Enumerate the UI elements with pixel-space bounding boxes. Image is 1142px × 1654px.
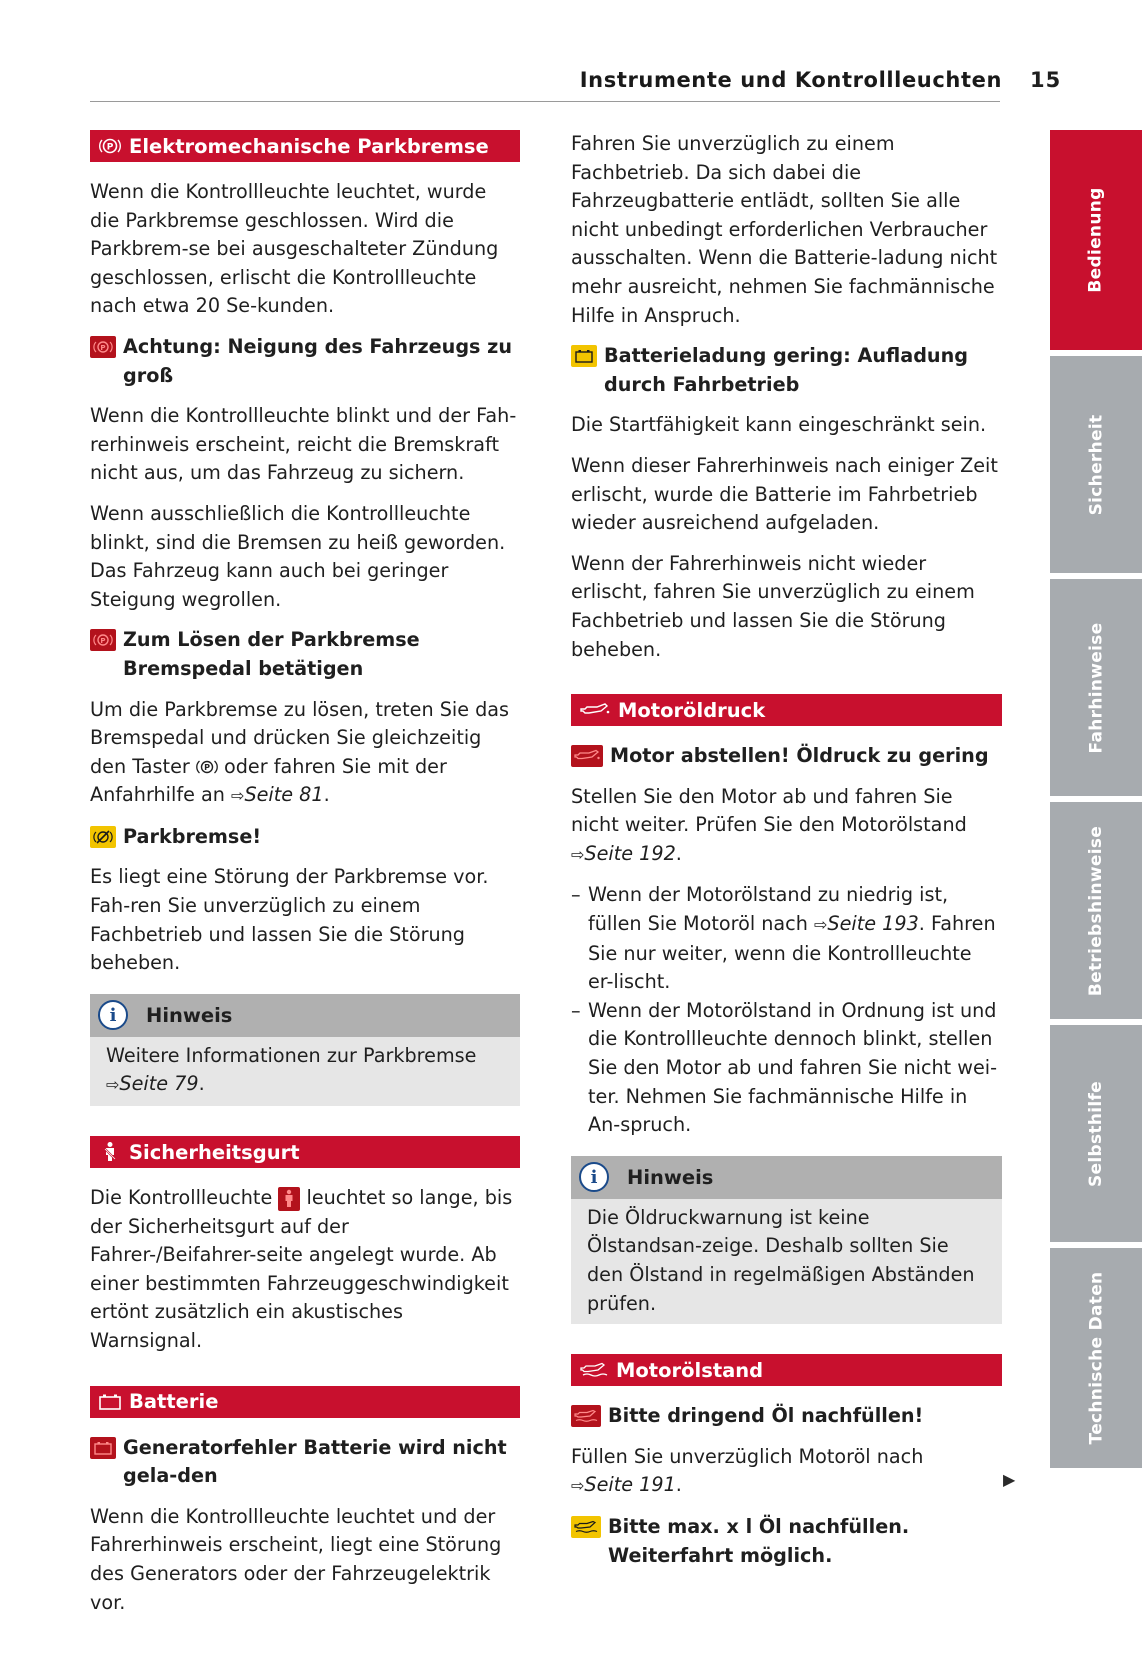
subhead-text: Bitte dringend Öl nachfüllen!	[608, 1404, 924, 1428]
tab-sicherheit[interactable]	[1050, 356, 1142, 573]
battery-icon	[98, 1392, 122, 1412]
section-bar-motoroelstand	[571, 1354, 1002, 1386]
paragraph-text: Füllen Sie unverzüglich Motoröl nach	[571, 1444, 924, 1468]
paragraph: Um die Parkbremse zu lösen, treten Sie das Bremspedal und drücken Sie gleichzeitig den Taster P oder fahren Sie mit der Anfahrhilfe an ⇨Seite 81.	[90, 697, 510, 807]
section-bar-motoroeldruck	[571, 694, 1002, 726]
page-reference[interactable]: Seite 79	[119, 1072, 199, 1096]
note-text: Die Öldruckwarnung ist keine Ölstandsan-zeige. Deshalb sollten Sie den Ölstand in regelmäßigen Abständen prüfen.	[587, 1205, 975, 1315]
parking-brake-warning-icon	[90, 336, 116, 358]
battery-low-icon	[571, 345, 597, 367]
subhead-parkbremse-fehler	[90, 823, 520, 852]
paragraph: Wenn dieser Fahrerhinweis nach einiger Zeit erlischt, wurde die Batterie im Fahrbetrieb wieder ausreichend aufgeladen.	[571, 453, 998, 535]
info-icon: i	[98, 1000, 128, 1030]
oil-level-low-icon	[571, 1516, 601, 1538]
subhead-text: Parkbremse!	[123, 824, 262, 848]
oil-level-icon	[579, 1360, 609, 1380]
subhead-text: Generatorfehler Batterie wird nicht gela-den	[123, 1435, 507, 1488]
oil-pressure-icon	[579, 700, 611, 720]
tab-fahrhinweise[interactable]	[1050, 579, 1142, 796]
note-text-content: Weitere Informationen zur Parkbremse	[106, 1043, 477, 1067]
svg-text:P: P	[203, 762, 210, 772]
paragraph: Stellen Sie den Motor ab und fahren Sie nicht weiter. Prüfen Sie den Motorölstand ⇨Seite 192.	[571, 784, 967, 865]
note-header	[571, 1156, 1002, 1199]
paragraph: Wenn die Kontrollleuchte blinkt und der Fah-rerhinweis erscheint, reicht die Bremskraft nicht aus, um das Fahrzeug zu sichern.	[90, 404, 517, 485]
paragraph-text: Die Kontrollleuchte	[90, 1186, 273, 1210]
subhead-batterieladung	[571, 342, 1002, 399]
page-ref-arrow-icon: ⇨	[814, 915, 828, 935]
running-header-title: Instrumente und Kontrollleuchten	[579, 68, 1002, 92]
list-item-text: . Fahren Sie nur weiter, wenn die Kontrollleuchte er-lischt.	[588, 912, 996, 994]
svg-text:P: P	[100, 343, 106, 352]
tab-selbsthilfe[interactable]	[1050, 1025, 1142, 1242]
seatbelt-icon	[98, 1142, 122, 1162]
subhead-motor-abstellen	[571, 742, 1002, 771]
left-column	[90, 130, 520, 1629]
subhead-oel-nachfuellen	[571, 1402, 1002, 1431]
parking-brake-fault-icon	[90, 826, 116, 848]
tab-bedienung[interactable]	[1050, 130, 1142, 350]
section-title: Elektromechanische Parkbremse	[129, 134, 489, 158]
section-title: Motoröldruck	[618, 698, 766, 722]
battery-warning-icon	[90, 1437, 116, 1459]
page-reference[interactable]: Seite 193	[827, 912, 919, 936]
page-ref-arrow-icon: ⇨	[231, 786, 245, 806]
paragraph: Wenn ausschließlich die Kontrollleuchte blinkt, sind die Bremsen zu heiß geworden. Das Fahrzeug kann auch bei geringer Steigung wegrollen.	[90, 501, 506, 611]
tab-label: Sicherheit	[1086, 414, 1106, 515]
parking-brake-icon	[98, 136, 122, 156]
page-reference[interactable]: Seite 192	[584, 841, 676, 865]
note-title: Hinweis	[146, 1003, 233, 1027]
paragraph-text: Um die Parkbremse zu lösen, treten Sie das Bremspedal und drücken Sie gleichzeitig den Taster	[90, 697, 510, 778]
paragraph-text: Stellen Sie den Motor ab und fahren Sie nicht weiter. Prüfen Sie den Motorölstand	[571, 784, 967, 837]
page-reference[interactable]: Seite 191	[584, 1473, 676, 1497]
list-item	[571, 881, 1002, 996]
subhead-text: Batterieladung gering: Aufladung durch Fahrbetrieb	[604, 344, 968, 396]
subhead-neigung	[90, 333, 520, 390]
parking-button-icon	[196, 755, 218, 778]
info-icon: i	[579, 1162, 609, 1192]
note-box	[90, 994, 520, 1106]
subhead-oel-max	[571, 1513, 1002, 1570]
tab-label: Betriebshinweise	[1086, 825, 1106, 996]
parking-brake-warning-icon	[90, 629, 116, 651]
page-ref-arrow-icon: ⇨	[571, 1476, 585, 1496]
paragraph: Wenn die Kontrollleuchte leuchtet und der Fahrerhinweis erscheint, liegt eine Störung des Generators oder der Fahrzeugelektrik vor.	[90, 1504, 502, 1614]
note-body	[571, 1199, 1002, 1324]
paragraph-text: oder fahren Sie mit der Anfahrhilfe an	[90, 754, 447, 807]
page-number: 15	[1030, 68, 1062, 92]
paragraph: Es liegt eine Störung der Parkbremse vor. Fah-ren Sie unverzüglich zu einem Fachbetrieb und lassen Sie die Störung beheben.	[90, 865, 489, 975]
note-body	[90, 1037, 520, 1106]
note-text: Weitere Informationen zur Parkbremse ⇨Seite 79.	[106, 1043, 477, 1096]
subhead-text: Bitte max. x l Öl nachfüllen. Weiterfahrt möglich.	[608, 1514, 910, 1567]
right-column	[571, 130, 1002, 1582]
list-item: – Wenn der Motorölstand in Ordnung ist und die Kontrollleuchte dennoch blinkt, stellen Sie den Motor ab und fahren Sie nicht wei-ter. Nehmen Sie fachmännische Hilfe in An-spruch.	[571, 997, 1002, 1140]
tab-label: Fahrhinweise	[1086, 622, 1107, 753]
page-ref-arrow-icon: ⇨	[106, 1075, 120, 1095]
section-bar-batterie	[90, 1386, 520, 1418]
subhead-loesen	[90, 626, 520, 683]
svg-text:P: P	[100, 637, 106, 646]
paragraph: Wenn der Fahrerhinweis nicht wieder erlischt, fahren Sie unverzüglich zu einem Fachbetrieb und lassen Sie die Störung beheben.	[571, 551, 975, 661]
tab-label: Selbsthilfe	[1086, 1080, 1106, 1187]
tab-technische-daten[interactable]	[1050, 1248, 1142, 1468]
page-ref-arrow-icon: ⇨	[571, 844, 585, 864]
instruction-list	[571, 881, 1002, 1139]
section-title: Motorölstand	[616, 1358, 764, 1382]
subhead-text: Motor abstellen! Öldruck zu gering	[610, 744, 989, 768]
list-item-text: Wenn der Motorölstand zu niedrig ist, füllen Sie Motoröl nach	[588, 883, 949, 936]
continue-arrow-icon: ▶	[1003, 1470, 1016, 1489]
paragraph: Wenn die Kontrollleuchte leuchtet, wurde die Parkbremse geschlossen. Wird die Parkbrem-se bei ausgeschalteter Zündung geschlossen, erlischt die Kontrollleuchte nach etwa 20 Se-kunden.	[90, 180, 499, 318]
page-reference[interactable]: Seite 81	[244, 783, 324, 807]
header-rule	[90, 101, 1000, 102]
section-title: Batterie	[129, 1390, 219, 1414]
tab-betriebshinweise[interactable]	[1050, 802, 1142, 1019]
paragraph: Füllen Sie unverzüglich Motoröl nach ⇨Seite 191.	[571, 1444, 924, 1497]
subhead-generatorfehler	[90, 1434, 520, 1491]
paragraph	[90, 1184, 520, 1356]
note-title: Hinweis	[627, 1165, 714, 1189]
paragraph-text: leuchtet so lange, bis der Sicherheitsgurt auf der Fahrer-/Beifahrer-seite angelegt wurde. Ab einer bestimmten Fahrzeuggeschwindigkeit ertönt zusätzlich ein akustisches Warnsignal.	[90, 1186, 513, 1352]
subhead-text: Zum Lösen der Parkbremse Bremspedal betätigen	[123, 628, 420, 680]
tab-label: Technische Daten	[1086, 1271, 1106, 1445]
seatbelt-warning-icon	[278, 1187, 300, 1211]
oil-pressure-warning-icon	[571, 745, 603, 767]
section-title: Sicherheitsgurt	[129, 1140, 300, 1164]
svg-text:P: P	[106, 142, 114, 153]
note-header	[90, 994, 520, 1037]
section-bar-parkbremse	[90, 130, 520, 162]
paragraph: Die Startfähigkeit kann eingeschränkt sein.	[571, 413, 987, 437]
section-bar-sicherheitsgurt	[90, 1136, 520, 1168]
oil-level-warning-icon	[571, 1405, 601, 1427]
note-box	[571, 1156, 1002, 1324]
subhead-text: Achtung: Neigung des Fahrzeugs zu groß	[123, 334, 512, 387]
tab-label: Bedienung	[1086, 187, 1107, 293]
paragraph: Fahren Sie unverzüglich zu einem Fachbetrieb. Da sich dabei die Fahrzeugbatterie entlädt, sollten Sie alle nicht unbedingt erforderlichen Verbraucher ausschalten. Wenn die Batterie-ladung nicht mehr ausreicht, nehmen Sie fachmännische Hilfe in Anspruch.	[571, 132, 998, 327]
